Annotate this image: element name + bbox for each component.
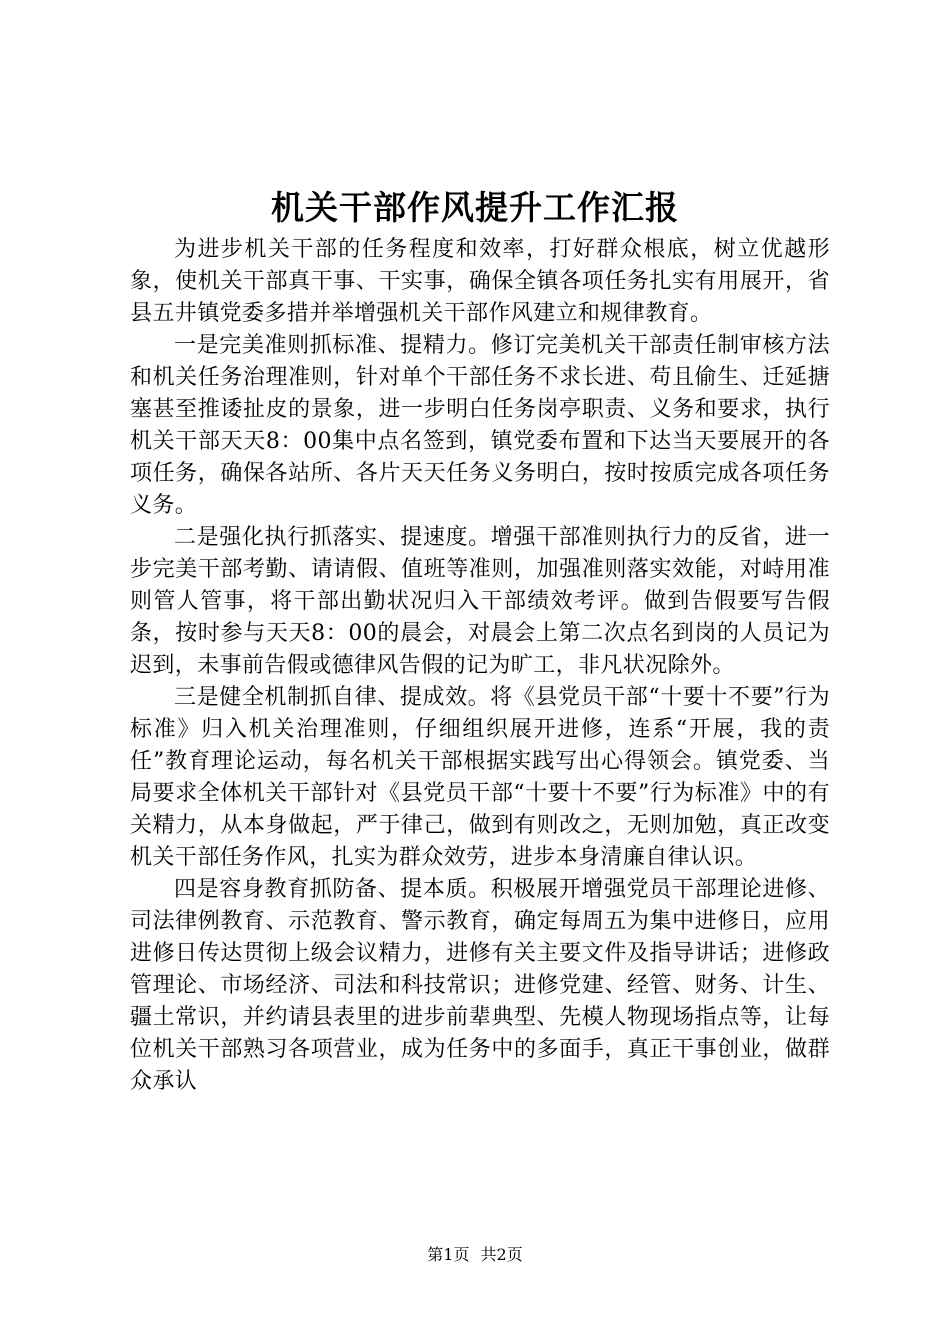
document-title: 机关干部作风提升工作汇报 (271, 188, 679, 227)
page-footer (0, 1244, 950, 1266)
paragraph-execution: 二是强化执行抓落实、提速度。增强干部准则执行力的反省，进一步完美干部考勤、请请假、值班等准则，加强准则落实效能，对峙用准则管人管事，将干部出勤状况归入干部绩效考评。做到告假要写告假条，按时参与天天8：00的晨会，对晨会上第二次点名到岗的人员记为迟到，未事前告假或德律风告假的记为旷工，非凡状况除外。 (130, 525, 830, 678)
document-body (130, 234, 830, 1162)
page-number: 第1页 (427, 1245, 470, 1264)
page-total: 共2页 (480, 1245, 523, 1264)
paragraph-mechanism: 三是健全机制抓自律、提成效。将《县党员干部“十要十不要”行为标准》归入机关治理准则，仔细组织展开进修，连系“开展，我的责任”教育理论运动，每名机关干部根据实践写出心得领会。镇党委、当局要求全体机关干部针对《县党员干部“十要十不要”行为标准》中的有关精力，从本身做起，严于律己，做到有则改之，无则加勉，真正改变机关干部任务作风，扎实为群众效劳，进步本身清廉自律认识。 (130, 685, 830, 870)
intro-paragraph: 为进步机关干部的任务程度和效率，打好群众根底，树立优越形象，使机关干部真干事、干实事，确保全镇各项任务扎实有用展开，省县五井镇党委多措并举增强机关干部作风建立和规律教育。 (130, 237, 830, 326)
paragraph-standards: 一是完美准则抓标准、提精力。修订完美机关干部责任制审核方法和机关任务治理准则，针对单个干部任务不求长进、苟且偷生、迁延搪塞甚至推诿扯皮的景象，进一步明白任务岗亭职责、义务和要求，执行机关干部天天8：00集中点名签到，镇党委布置和下达当天要展开的各项任务，确保各站所、各片天天任务义务明白，按时按质完成各项任务义务。 (130, 333, 830, 518)
paragraph-education: 四是容身教育抓防备、提本质。积极展开增强党员干部理论进修、司法律例教育、示范教育、警示教育，确定每周五为集中进修日，应用进修日传达贯彻上级会议精力，进修有关主要文件及指导讲话；进修政管理论、市场经济、司法和科技常识；进修党建、经管、财务、计生、疆土常识，并约请县表里的进步前辈典型、先模人物现场指点等，让每位机关干部熟习各项营业，成为任务中的多面手，真正干事创业，做群众承认 (130, 877, 830, 1094)
